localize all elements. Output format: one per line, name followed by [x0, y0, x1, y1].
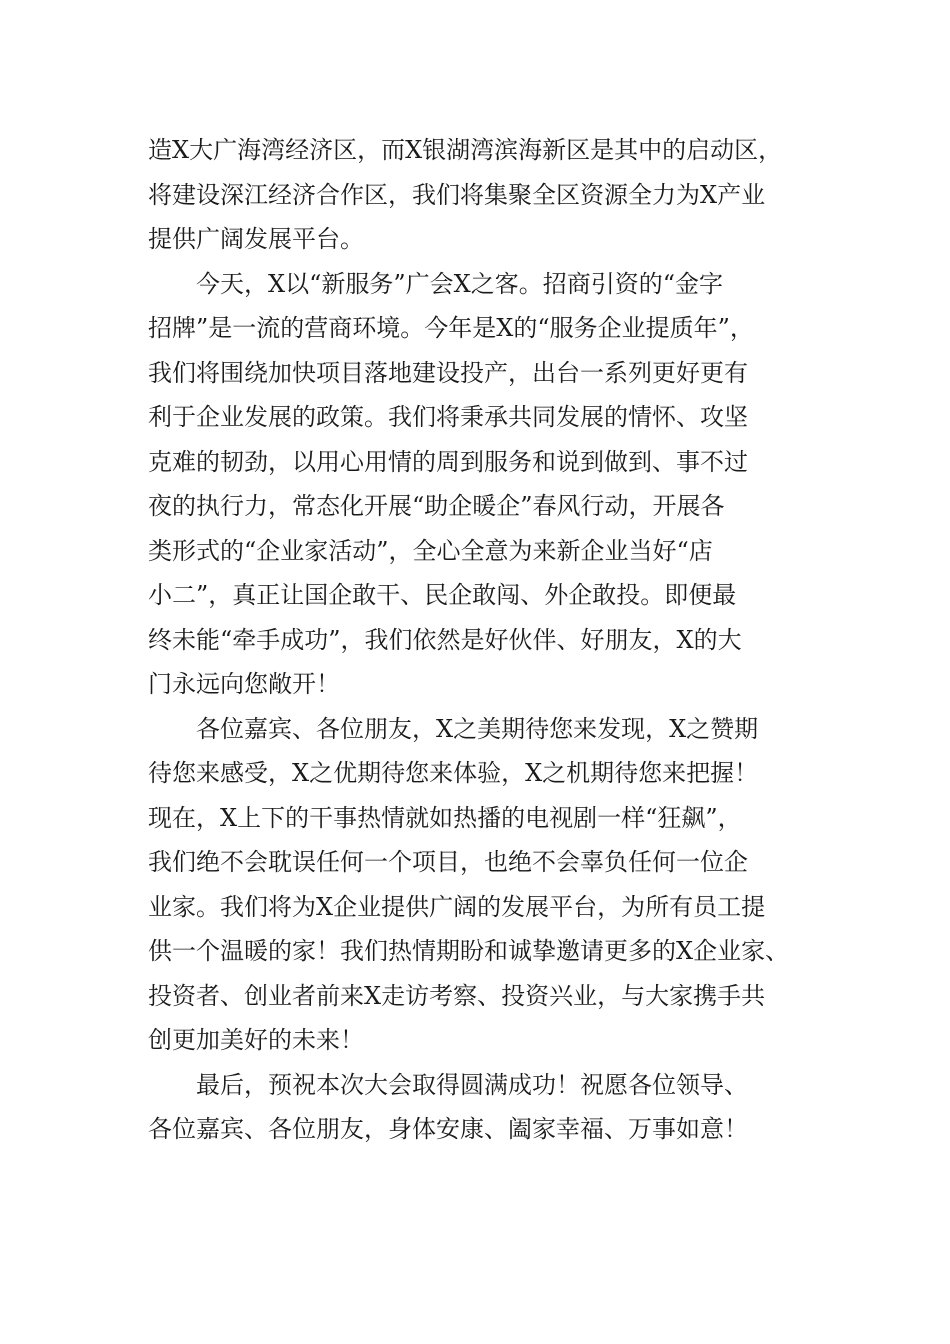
text-line: 供一个温暖的家！我们热情期盼和诚挚邀请更多的X企业家、	[148, 937, 790, 965]
paragraph-3	[148, 707, 828, 1063]
paragraph-4	[148, 1063, 828, 1152]
text-line: 类形式的“企业家活动”，全心全意为来新企业当好“店	[148, 536, 713, 565]
text-line: 我们绝不会耽误任何一个项目，也绝不会辜负任何一位企	[148, 848, 748, 876]
text-line: 我们将围绕加快项目落地建设投产，出台一系列更好更有	[148, 358, 748, 387]
text-line: 克难的韧劲，以用心用情的周到服务和说到做到、事不过	[148, 447, 748, 476]
text-line: 将建设深江经济合作区，我们将集聚全区资源全力为X产业	[148, 180, 766, 209]
paragraph-2	[148, 262, 828, 707]
paragraph-1	[148, 128, 828, 262]
text-line: 招牌”是一流的营商环境。今年是X的“服务企业提质年”，	[148, 314, 754, 342]
text-line: 各位嘉宾、各位朋友，X之美期待您来发现，X之赞期	[196, 714, 759, 743]
text-line: 投资者、创业者前来X走访考察、投资兴业，与大家携手共	[148, 981, 766, 1010]
text-line: 造X大广海湾经济区，而X银湖湾滨海新区是其中的启动区，	[148, 136, 783, 164]
text-line: 现在，X上下的干事热情就如热播的电视剧一样“狂飙”，	[148, 803, 742, 832]
text-line: 小二”，真正让国企敢干、民企敢闯、外企敢投。即便最	[148, 581, 737, 609]
text-line: 业家。我们将为X企业提供广阔的发展平台，为所有员工提	[148, 892, 766, 921]
text-line: 夜的执行力，常态化开展“助企暖企”春风行动，开展各	[148, 492, 725, 520]
text-line: 提供广阔发展平台。	[148, 225, 364, 253]
text-line: 最后，预祝本次大会取得圆满成功！祝愿各位领导、	[196, 1070, 748, 1099]
document-body	[148, 128, 828, 1152]
text-line: 利于企业发展的政策。我们将秉承共同发展的情怀、攻坚	[148, 403, 748, 431]
text-line: 终未能“牵手成功”，我们依然是好伙伴、好朋友，X的大	[148, 625, 742, 654]
text-line: 各位嘉宾、各位朋友，身体安康、阖家幸福、万事如意！	[148, 1115, 748, 1143]
text-line: 今天，X以“新服务”广会X之客。招商引资的“金字	[196, 269, 723, 298]
text-line: 创更加美好的未来！	[148, 1026, 364, 1054]
text-line: 门永远向您敞开！	[148, 670, 340, 698]
text-line: 待您来感受，X之优期待您来体验，X之机期待您来把握！	[148, 759, 759, 787]
